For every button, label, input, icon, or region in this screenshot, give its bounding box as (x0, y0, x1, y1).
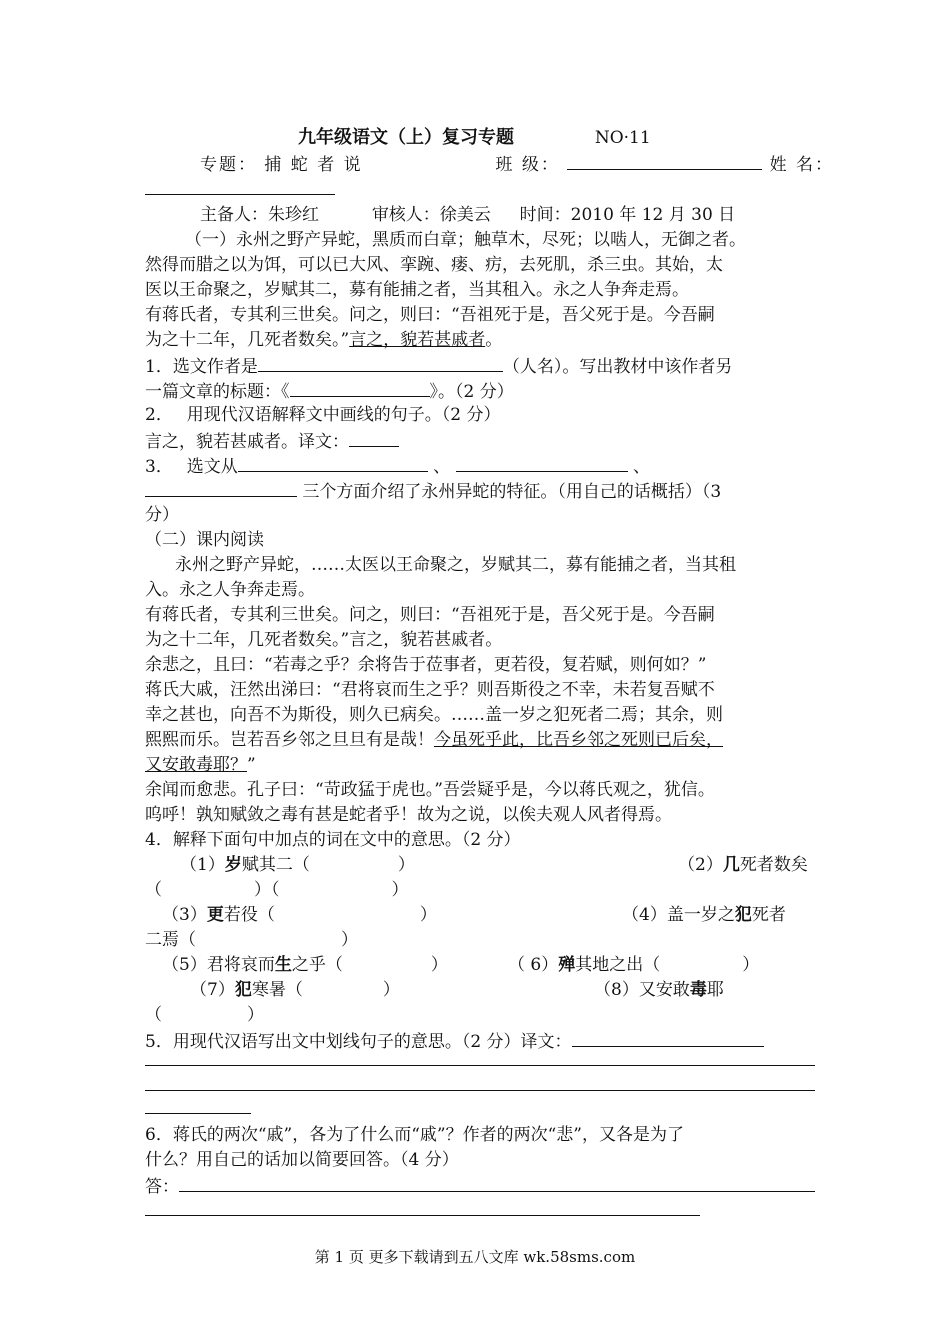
answer-line[interactable] (145, 1090, 815, 1091)
name-label: 姓 名： (769, 155, 835, 175)
q6-answer-blank[interactable] (179, 1173, 815, 1192)
passage2-text: 熙熙而乐。岂若吾乡邻之旦旦有是哉！ (145, 730, 434, 750)
q4-item-8 (145, 1003, 264, 1028)
q4-item-5 (162, 953, 448, 978)
passage2-line: 入。永之人争奔走焉。 (145, 580, 315, 600)
q4-text: （ 6） (508, 955, 559, 975)
passage2-line: 为之十二年，几死者数矣。”言之，貌若甚戚者。 (145, 630, 503, 650)
q5-text: 5．用现代汉语写出文中划线句子的意思。（2 分）译文： (145, 1032, 572, 1052)
q4-text: 死者 (751, 905, 786, 925)
page-footer: 第 1 页 更多下载请到五八文库 wk.58sms.com (314, 1248, 636, 1266)
q4-text: （8）又安敢 (594, 980, 690, 1000)
q4-text: ）（ (254, 880, 280, 900)
feature-blank[interactable] (238, 453, 428, 472)
dotted-word: 几 (722, 855, 740, 875)
q4-text: ） (397, 855, 415, 875)
question-3: 分） (145, 505, 179, 525)
q3-text: 、 (433, 457, 451, 477)
topic-label: 专题： (200, 155, 257, 175)
q4-text: （ (145, 1005, 162, 1025)
question-3 (145, 478, 721, 505)
underlined-sentence: 今虽死乎此，比吾乡邻之死则已后矣， (434, 730, 723, 750)
title-blank[interactable] (290, 378, 430, 397)
reviewer: 审核人：徐美云 (371, 205, 491, 225)
preparer: 主备人：朱珍红 (200, 205, 319, 225)
q4-text: 耶 (706, 980, 724, 1000)
passage2-line: 永州之野产异蛇，……太医以王命聚之，岁赋其二，募有能捕之者，当其租 (175, 555, 736, 575)
underlined-sentence: 言之，貌若甚戚者 (349, 330, 486, 350)
dotted-word: 生 (274, 955, 292, 975)
question-2 (145, 428, 399, 455)
q4-text: （1） (180, 855, 225, 875)
q1-text: 一篇文章的标题：《 (145, 382, 290, 402)
passage1-line: 有蒋氏者，专其利三世矣。问之，则曰：“吾祖死于是，吾父死于是。今吾嗣 (145, 305, 715, 325)
passage2-line: 幸之甚也，向吾不为斯役，则久已病矣。……盖一岁之犯死者二焉；其余，则 (145, 705, 723, 725)
q4-item-4 (145, 928, 358, 953)
q4-text: 二焉（ (145, 930, 196, 950)
translation-blank[interactable] (349, 428, 399, 447)
q5-answer-blank[interactable] (572, 1028, 764, 1047)
question-3 (145, 453, 650, 480)
passage1-line: 然得而腊之以为饵，可以已大风、挛踠、瘘、疠，去死肌，杀三虫。其始，太 (145, 255, 723, 275)
q4-item-2 (678, 853, 808, 878)
date: 时间：2010 年 12 月 30 日 (519, 205, 736, 225)
q4-text: 死者数矣 (739, 855, 808, 875)
topic-line (200, 151, 834, 178)
class-label: 班 级： (495, 155, 560, 175)
question-2: 2． 用现代汉语解释文中画线的句子。（2 分） (145, 405, 501, 425)
q4-text: （7） (190, 980, 235, 1000)
answer-line[interactable] (145, 1215, 700, 1216)
q4-item-3 (162, 903, 437, 928)
q4-item-1 (180, 853, 415, 878)
q4-item-8 (594, 978, 724, 1003)
q4-text: 其地之出（ (575, 955, 661, 975)
passage2-line: 呜呼！孰知赋敛之毒有甚是蛇者乎！故为之说，以俟夫观人风者得焉。 (145, 805, 672, 825)
feature-blank[interactable] (456, 453, 628, 472)
q4-item-2 (145, 878, 409, 903)
q4-text: ） (742, 955, 760, 975)
q4-text: ） (391, 880, 409, 900)
q1-text: 》。（2 分） (429, 382, 514, 402)
passage2-line: 余闻而愈悲。孔子曰：“苛政猛于虎也。”吾尝疑乎是，今以蒋氏观之，犹信。 (145, 780, 715, 800)
q4-text: （2） (678, 855, 723, 875)
q4-text: ） (341, 930, 358, 950)
author-line (200, 203, 735, 228)
q4-text: 之乎（ (291, 955, 343, 975)
dotted-word: 犯 (734, 905, 752, 925)
dotted-word: 殚 (558, 955, 576, 975)
doc-number: NO·11 (594, 128, 651, 148)
name-blank[interactable] (145, 194, 335, 195)
question-5 (145, 1028, 764, 1055)
q6-text: 答： (145, 1177, 179, 1197)
question-6: 6．蒋氏的两次“戚”，各为了什么而“戚”？作者的两次“悲”，又各是为了 (145, 1125, 684, 1145)
passage2-text: ” (247, 755, 256, 775)
q4-text: 若役（ (223, 905, 275, 925)
q1-text: 1．选文作者是 (145, 357, 258, 377)
answer-line[interactable] (145, 1065, 815, 1066)
passage2-line: 有蒋氏者，专其利三世矣。问之，则曰：“吾祖死于是，吾父死于是。今吾嗣 (145, 605, 715, 625)
page-title: 九年级语文（上）复习专题 (298, 127, 514, 148)
question-1 (145, 378, 514, 405)
passage1-line (145, 328, 502, 353)
question-6 (145, 1173, 815, 1200)
q4-text: （4）盖一岁之 (622, 905, 735, 925)
q3-text: 三个方面介绍了永州异蛇的特征。（用自己的话概括）（3 (302, 482, 722, 502)
question-6: 什么？用自己的话加以简要回答。（4 分） (145, 1150, 459, 1170)
q3-text: 、 (632, 457, 650, 477)
q4-item-4 (622, 903, 786, 928)
header-line (298, 125, 651, 151)
passage1-text: 。 (485, 330, 503, 350)
q4-item-7 (190, 978, 400, 1003)
answer-line[interactable] (145, 1113, 251, 1114)
topic-value: 捕 蛇 者 说 (264, 155, 363, 175)
dotted-word: 岁 (224, 855, 242, 875)
underlined-sentence: 又安敢毒耶？ (145, 755, 247, 775)
dotted-word: 毒 (689, 980, 707, 1000)
class-blank[interactable] (567, 151, 762, 170)
q4-text: 赋其二（ (241, 855, 310, 875)
passage2-line: 蒋氏大戚，汪然出涕曰：“君将哀而生之乎？则吾斯役之不幸，未若复吾赋不 (145, 680, 715, 700)
section-heading: （二）课内阅读 (145, 530, 264, 550)
passage2-line (145, 753, 256, 778)
dotted-word: 犯 (234, 980, 252, 1000)
q4-text: ） (382, 980, 400, 1000)
passage1-line: （一）永州之野产异蛇，黑质而白章；触草木，尽死；以啮人，无御之者。 (185, 230, 746, 250)
q4-text: （3） (162, 905, 207, 925)
q1-text: （人名）。写出教材中该作者另 (502, 357, 733, 377)
q4-text: ） (247, 1005, 264, 1025)
q4-item-6 (508, 953, 759, 978)
question-1 (145, 353, 732, 380)
dotted-word: 更 (206, 905, 224, 925)
passage2-line (145, 728, 723, 753)
author-blank[interactable] (258, 353, 503, 372)
passage1-text: 为之十二年，几死者数矣。” (145, 330, 350, 350)
q4-text: （5）君将哀而 (162, 955, 275, 975)
feature-blank[interactable] (145, 478, 297, 497)
q4-text: ） (430, 955, 448, 975)
passage2-line: 余悲之，且曰：“若毒之乎？余将告于莅事者，更若役，复若赋，则何如？” (145, 655, 707, 675)
q3-text: 3． 选文从 (145, 457, 238, 477)
q4-text: 寒暑（ (251, 980, 303, 1000)
q2-text: 言之，貌若甚戚者。译文： (145, 432, 349, 452)
passage1-line: 医以王命聚之，岁赋其二，募有能捕之者，当其租入。永之人争奔走焉。 (145, 280, 689, 300)
q4-text: （ (145, 880, 162, 900)
question-4: 4．解释下面句中加点的词在文中的意思。（2 分） (145, 830, 521, 850)
q4-text: ） (419, 905, 437, 925)
